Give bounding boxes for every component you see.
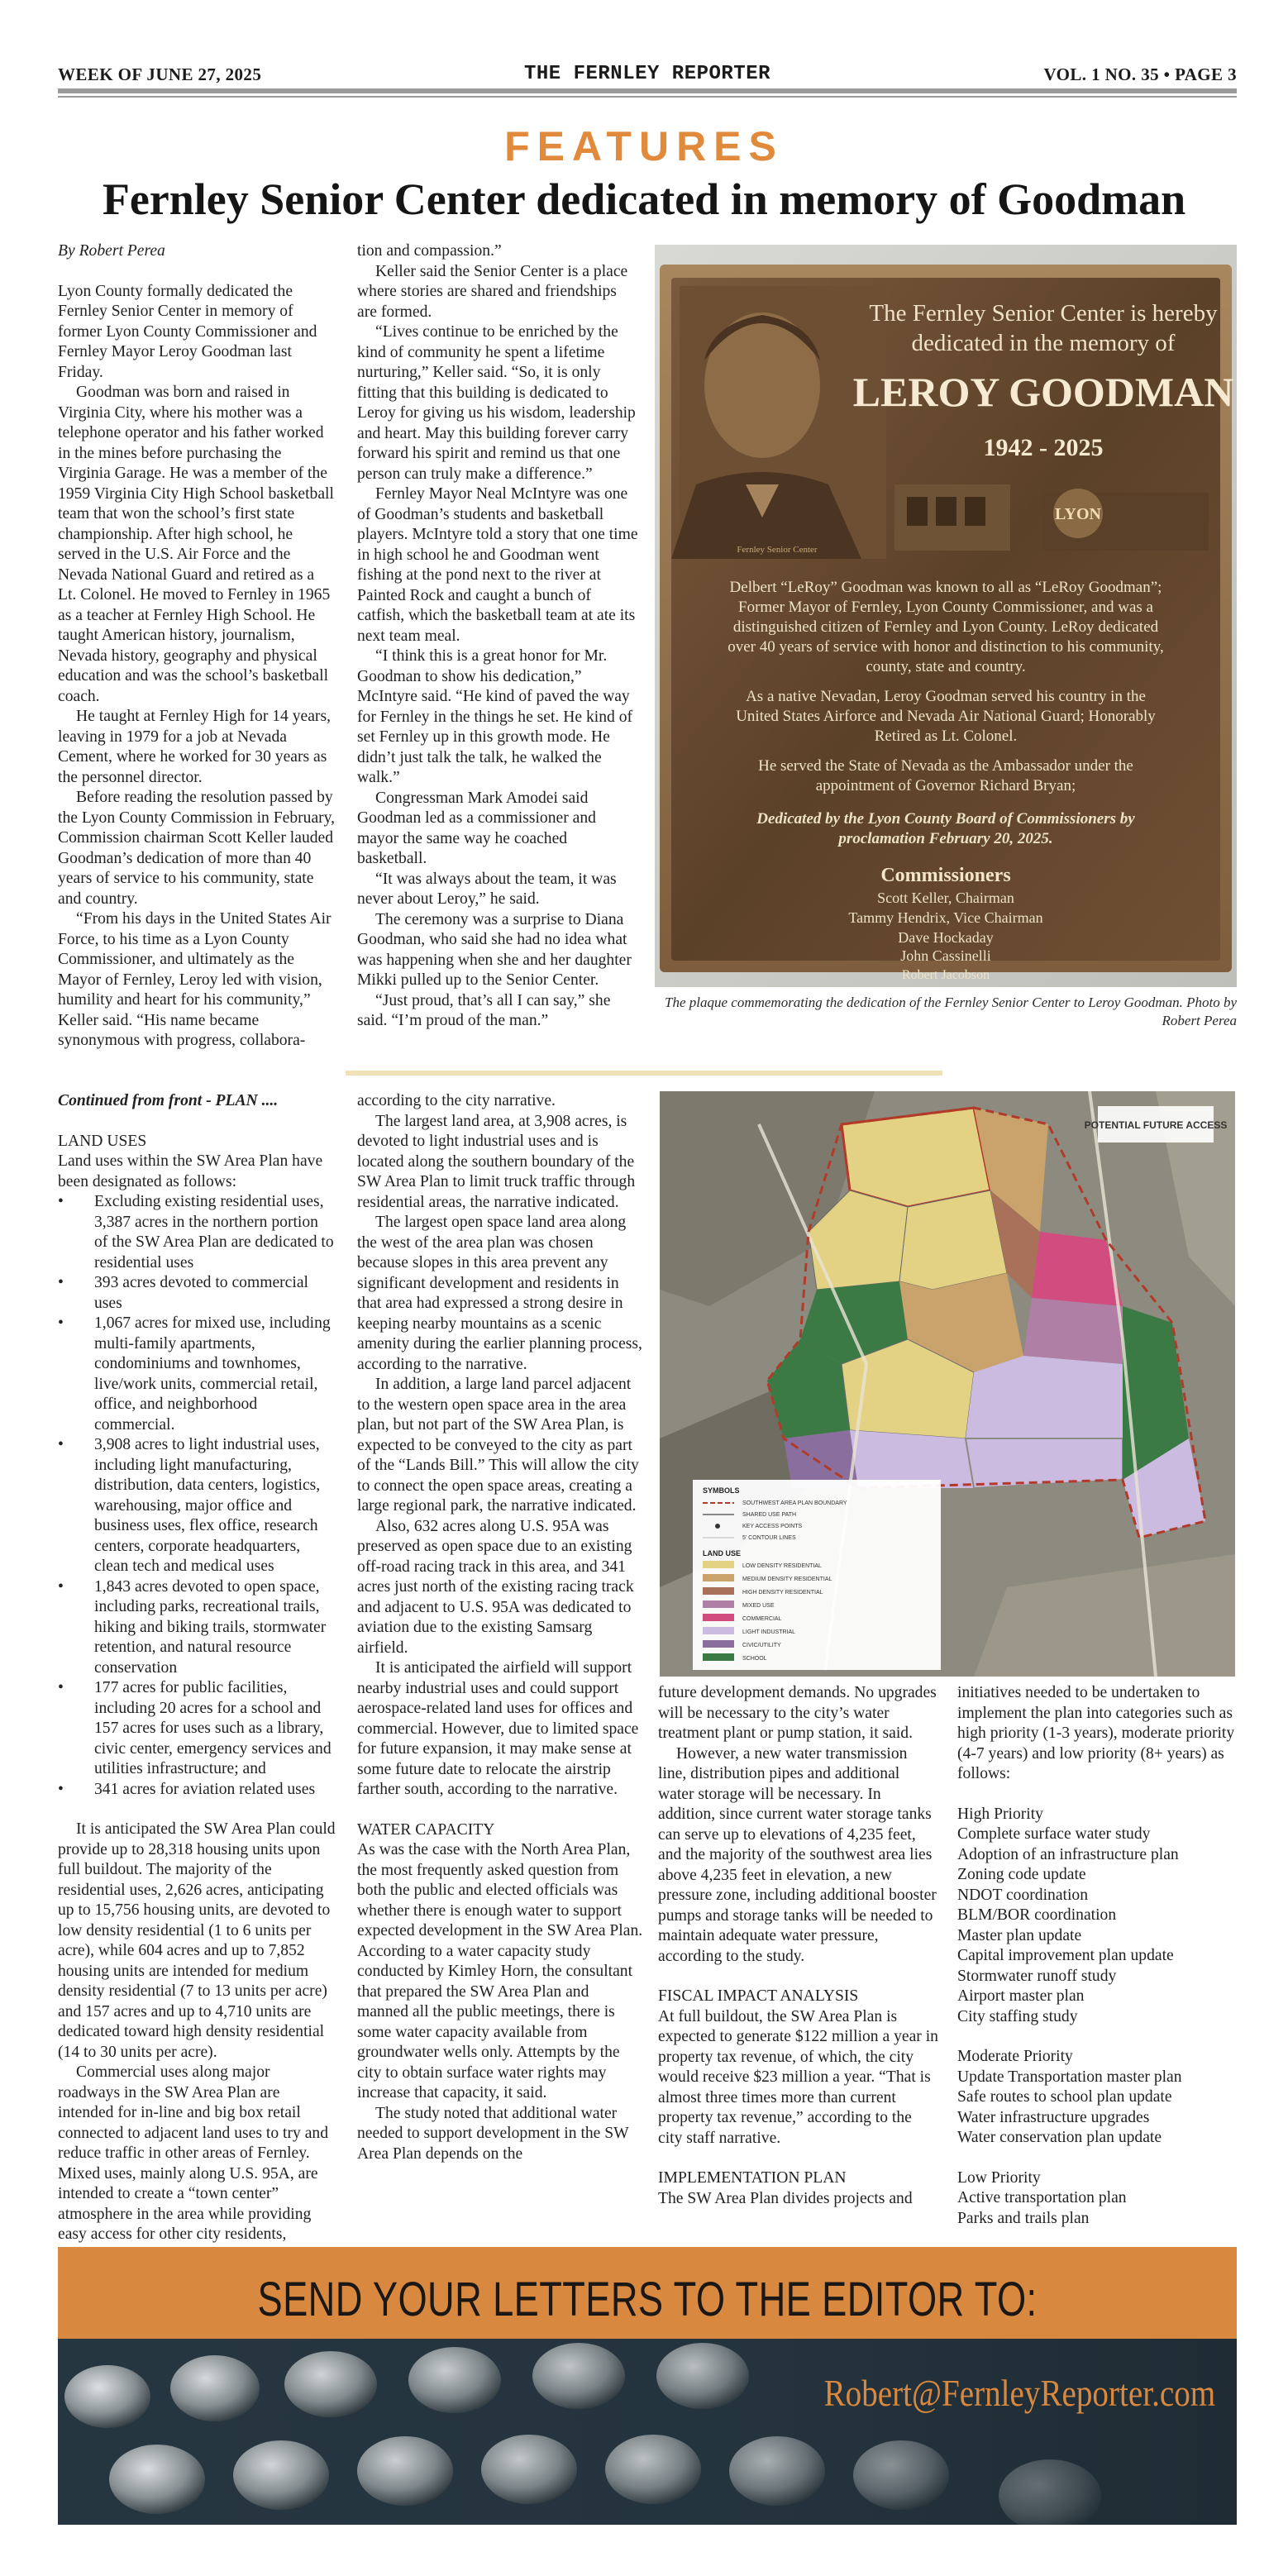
paragraph: Fernley Mayor Neal McIntyre was one of Goodman’s students and basketball players. McIntyre told a story that one time in high school he and Goodman went fishing at the pond next to the river at Painted Rock and caught a bunch of catfish, which the basketball team at ate its next team meal. <box>357 485 638 645</box>
land-use-map <box>660 1091 1235 1677</box>
article1-column-1 <box>58 241 336 1052</box>
paragraph: Before reading the resolution passed by the Lyon County Commission in February, Commission chairman Scott Keller lauded Goodman’s dedication of more than 40 years of service to his community, state and country. <box>58 789 336 908</box>
plaque-line: Delbert “LeRoy” Goodman was known to all as “LeRoy Goodman”; <box>729 579 1162 596</box>
list-item: Parks and trails plan <box>957 2209 1090 2227</box>
list-item: Zoning code update <box>957 1866 1086 1883</box>
article1-column-2 <box>357 241 640 1032</box>
article2-column-2 <box>357 1091 643 2164</box>
plaque-line: over 40 years of service with honor and distinction to his community, <box>727 638 1164 656</box>
priority-heading: Low Priority <box>957 2168 1041 2187</box>
paragraph: future development demands. No upgrades will be necessary to the city’s water treatment plant or pump station, it said. <box>658 1684 937 1742</box>
plaque-line: Retired as Lt. Colonel. <box>874 727 1018 745</box>
legend-land-use-title: LAND USE <box>703 1549 742 1558</box>
legend-symbols-title: SYMBOLS <box>703 1486 740 1495</box>
list-item: Water conservation plan update <box>957 2129 1162 2146</box>
editor-email: Robert@FernleyReporter.com <box>823 2372 1215 2414</box>
legend-land-use: LOW DENSITY RESIDENTIAL <box>742 1563 822 1569</box>
section-title: FEATURES <box>504 123 784 169</box>
list-item: Airport master plan <box>957 1987 1085 2005</box>
byline: By Robert Perea <box>58 242 165 260</box>
paragraph: Also, 632 acres along U.S. 95A was preserved as open space due to an existing off-road racing track in this area, and 341 acres just north of the existing racing track and adjacent to U.S. 95A was dedicated to aviation due to the existing Samsarg airfield. <box>357 1517 634 1657</box>
list-item: Active transportation plan <box>957 2189 1127 2206</box>
article2-column-4 <box>957 1683 1238 2229</box>
plaque-line: county, state and country. <box>866 658 1026 675</box>
paragraph: Keller said the Senior Center is a place where stories are shared and friendships are formed. <box>357 262 628 321</box>
paragraph: The ceremony was a surprise to Diana Goodman, who said she had no idea what was happening when she and her daughter Mikki pulled up to the Senior Center. <box>357 910 632 989</box>
plaque-line: As a native Nevadan, Leroy Goodman served his country in the <box>746 688 1146 705</box>
paragraph: Congressman Mark Amodei said Goodman led as a commissioner and mayor the same way he coached basketball. <box>357 789 596 867</box>
paragraph: In addition, a large land parcel adjacent to the western open space area in the area plan, but not part of the SW Area Plan, is expected to be conveyed to the city as part of the “Lands Bill.” This will allow the city to connect the open space areas, creating a large regional park, the narrative indicated. <box>357 1376 639 1515</box>
paragraph: At full buildout, the SW Area Plan is expected to generate $122 million a year in property tax revenue, of which, the city would receive $23 million a year. “That is almost three times more than current property tax revenue,” according to the city staff narrative. <box>658 2007 938 2147</box>
issue-week: WEEK OF JUNE 27, 2025 <box>58 64 262 84</box>
paragraph: “I think this is a great honor for Mr. Goodman to show his dedication,” McIntyre said. “He kind of paved the way for Fernley in the things he set. He kind of set Fernley up in this growth mode. He didn’t just talk the talk, he walked the walk.” <box>357 647 633 786</box>
paragraph: initiatives needed to be undertaken to implement the plan into categories such as high priority (1-3 years), moderate priority (4-7 years) and low priority (8+ years) as follows: <box>957 1684 1235 1782</box>
paragraph: The largest land area, at 3,908 acres, is devoted to light industrial uses and is located along the southern boundary of the SW Area Plan to limit truck traffic through residential areas, the narrative indicated. <box>357 1112 636 1211</box>
plaque-line: United States Airforce and Nevada Air National Guard; Honorably <box>736 708 1156 725</box>
legend-land-use: MIXED USE <box>742 1603 775 1609</box>
paragraph: “Lives continue to be enriched by the kind of community he spent a lifetime nurturing,” Keller said. “So, it is only fitting that this building is dedicated to Leroy for giving us his wisdom, leadership and heart. May this building forever carry forward his spirit and remind us that one person can truly make a difference.” <box>357 323 636 483</box>
list-item: Safe routes to school plan update <box>957 2088 1172 2106</box>
header-rule-thin <box>58 96 1237 98</box>
photo-caption: The plaque commemorating the dedication of the Fernley Senior Center to Leroy Goodman. Photo by Robert Perea <box>665 995 1237 1028</box>
plaque-years: 1942 - 2025 <box>983 434 1104 461</box>
paragraph: Land uses within the SW Area Plan have been designated as follows: <box>58 1152 323 1190</box>
article2-column-3 <box>658 1683 939 2209</box>
article2-column-1 <box>58 1091 336 2245</box>
plaque-line: appointment of Governor Richard Bryan; <box>815 777 1076 794</box>
plaque-line: Dedicated by the Lyon County Board of Commissioners by <box>756 810 1135 828</box>
list-item: • 1,843 acres devoted to open space, including parks, recreational trails, hiking and biking trails, stormwater retention, and natural resource conservation <box>58 1577 336 1679</box>
legend-land-use: LIGHT INDUSTRIAL <box>742 1629 796 1635</box>
legend-land-use: CIVIC/UTILITY <box>742 1643 781 1648</box>
paragraph: tion and compassion.” <box>357 242 502 260</box>
building-relief <box>894 484 1209 551</box>
legend-symbol: KEY ACCESS POINTS <box>742 1524 803 1529</box>
plaque-line: Former Mayor of Fernley, Lyon County Commissioner, and was a <box>738 599 1153 616</box>
plaque-commissioner: Robert Jacobson <box>901 968 990 982</box>
plaque-line: proclamation February 20, 2025. <box>838 830 1053 847</box>
list-item: Stormwater runoff study <box>957 1967 1117 1985</box>
list-item: BLM/BOR coordination <box>957 1906 1117 1924</box>
paragraph: The largest open space land area along the west of the area plan was chosen because slopes in this area prevent any significant development and residents in that area had expressed a strong desire in keeping nearby mountains as a scenic amenity during the earlier planning process, according to the narrative. <box>357 1214 642 1373</box>
plaque-commissioner: John Cassinelli <box>900 947 991 964</box>
map-corner-label: POTENTIAL FUTURE ACCESS <box>1084 1119 1228 1131</box>
plaque-photo <box>655 245 1237 987</box>
list-item: NDOT coordination <box>957 1886 1088 1904</box>
paragraph: It is anticipated the SW Area Plan could provide up to 28,318 housing units upon full buildout. The majority of the residential uses, 2,626 acres, anticipating up to 15,756 housing units, are devoted to low density residential (1 to 6 units per acre), while 604 acres and up to 7,852 housing units are intended for medium density residential (7 to 13 units per acre) and 157 acres and up to 4,710 units are dedicated toward high density residential (14 to 30 units per acre). <box>58 1820 336 2061</box>
letters-banner <box>58 2247 1237 2525</box>
paragraph: Commercial uses along major roadways in the SW Area Plan are intended for in-line and big box retail connected to adjacent land uses to try and reduce traffic in other areas of Fernley. Mixed uses, mainly along U.S. 95A, are intended to create a “town center” atmosphere in the area while providing easy access for other city residents, <box>58 2063 328 2243</box>
paragraph: The study noted that additional water needed to support development in the SW Area Plan depends on the <box>357 2104 629 2163</box>
subhead: WATER CAPACITY <box>357 1820 495 1839</box>
paragraph: Goodman was born and raised in Virginia City, where his mother was a telephone operator and his father worked in the mines before purchasing the Virginia Garage. He was a member of the 1959 Virginia City High School basketball team that won the school’s first state championship. After high school, he served in the U.S. Air Force and the Nevada National Guard and retired as a Lt. Colonel. He moved to Fernley in 1965 as a teacher at Fernley High School. He taught American history, journalism, Nevada history, geography and physical education and was the school’s basketball coach. <box>58 384 334 705</box>
subhead: LAND USES <box>58 1132 147 1150</box>
paragraph: He taught at Fernley High for 14 years, leaving in 1979 for a job at Nevada Cement, where he worked for 30 years as the personnel director. <box>58 708 331 786</box>
list-item: • Excluding existing residential uses, 3,387 acres in the northern portion of the SW Area Plan are dedicated to residential uses <box>58 1192 336 1273</box>
list-item: • 3,908 acres to light industrial uses, including light manufacturing, distribution, data centers, logistics, warehousing, major office and business uses, flex office, research centers, corporate headquarters, clean tech and medical uses <box>58 1435 336 1577</box>
banner-title: SEND YOUR LETTERS TO THE EDITOR TO: <box>257 2273 1038 2326</box>
paragraph: It is anticipated the airfield will support nearby industrial uses and could support aerospace-related land uses for offices and commercial. However, due to limited space for future expansion, it may make sense at some future date to relocate the airstrip farther south, according to the narrative. <box>357 1659 639 1798</box>
list-item: • 1,067 acres for mixed use, including multi-family apartments, condominiums and townhomes, live/work units, commercial retail, office, and neighborhood commercial. <box>58 1314 336 1435</box>
plaque-commissioner: Dave Hockaday <box>898 929 994 946</box>
portrait-relief <box>671 286 886 559</box>
paragraph: “From his days in the United States Air Force, to his time as a Lyon County Commissioner, and ultimately as the Mayor of Fernley, Leroy led with vision, humility and heart for his community,” Keller said. “His name became synonymous with progress, collabora- <box>58 910 332 1049</box>
paragraph: As was the case with the North Area Plan, the most frequently asked question from both the public and elected officials was whether there is enough water to support expected development in the SW Area Plan. According to a water capacity study conducted by Kimley Horn, the consultant that prepared the SW Area Plan and manned all the public meetings, there is some water capacity available from groundwater wells only. Attempts by the city to obtain surface water rights may increase that capacity, it said. <box>357 1841 643 2101</box>
legend-symbol: 5' CONTOUR LINES <box>742 1535 796 1541</box>
subhead: FISCAL IMPACT ANALYSIS <box>658 1987 859 2005</box>
seal-text: LYON <box>1055 505 1101 523</box>
paragraph: according to the city narrative. <box>357 1092 556 1109</box>
issue-number: VOL. 1 NO. 35 • PAGE 3 <box>1043 64 1237 84</box>
map-legend <box>693 1480 941 1670</box>
page-header <box>58 63 1237 88</box>
plaque-commissioner: Tammy Hendrix, Vice Chairman <box>848 909 1043 926</box>
list-item: Complete surface water study <box>957 1825 1151 1843</box>
plaque-commissioners-title: Commissioners <box>880 865 1011 886</box>
legend-land-use: MEDIUM DENSITY RESIDENTIAL <box>742 1577 832 1582</box>
legend-land-use: SCHOOL <box>742 1656 767 1662</box>
list-item: Capital improvement plan update <box>957 1947 1174 1964</box>
typewriter-image <box>58 2339 1237 2525</box>
paragraph: However, a new water transmission line, distribution pipes and additional water storage will be necessary. In addition, since current water storage tanks can serve up to elevations of 4,235 feet, and the majority of the southwest area lies above 4,235 feet in elevation, a new pressure zone, including additional booster pumps and storage tanks will be needed to maintain adequate water pressure, according to the study. <box>658 1744 937 1965</box>
legend-symbol: SOUTHWEST AREA PLAN BOUNDARY <box>742 1500 847 1506</box>
list-item: • 393 acres devoted to commercial uses <box>58 1273 336 1314</box>
priority-heading: High Priority <box>957 1805 1043 1823</box>
priority-heading: Moderate Priority <box>957 2048 1073 2065</box>
portrait-caption: Fernley Senior Center <box>737 545 818 555</box>
legend-land-use: HIGH DENSITY RESIDENTIAL <box>742 1590 823 1596</box>
plaque-commissioner: Scott Keller, Chairman <box>877 890 1014 906</box>
article-headline: Fernley Senior Center dedicated in memory of Goodman <box>102 174 1186 224</box>
newspaper-name: THE FERNLEY REPORTER <box>523 63 771 85</box>
plaque-line: He served the State of Nevada as the Ambassador under the <box>758 757 1133 775</box>
list-item: Water infrastructure upgrades <box>957 2108 1150 2126</box>
list-item: Update Transportation master plan <box>957 2068 1182 2086</box>
section-divider <box>346 1071 942 1076</box>
header-rule <box>58 88 1237 93</box>
paragraph: The SW Area Plan divides projects and <box>658 2189 913 2207</box>
paragraph: “Just proud, that’s all I can say,” she said. “I’m proud of the man.” <box>357 991 611 1029</box>
subhead: IMPLEMENTATION PLAN <box>658 2169 847 2187</box>
plaque-line: distinguished citizen of Fernley and Lyon County. LeRoy dedicated <box>732 618 1159 636</box>
plaque-name: LEROY GOODMAN <box>852 369 1234 415</box>
list-item: City staffing study <box>957 2007 1078 2025</box>
list-item: • 341 acres for aviation related uses <box>58 1780 336 1801</box>
paragraph: “It was always about the team, it was never about Leroy,” he said. <box>357 870 617 908</box>
legend-land-use: COMMERCIAL <box>742 1616 782 1622</box>
list-item: Master plan update <box>957 1926 1082 1944</box>
paragraph: Lyon County formally dedicated the Fernley Senior Center in memory of former Lyon County Commissioner and Fernley Mayor Leroy Goodman last Friday. <box>58 282 317 381</box>
list-item: Adoption of an infrastructure plan <box>957 1845 1179 1863</box>
land-use-list <box>58 1192 336 1800</box>
list-item: • 177 acres for public facilities, including 20 acres for a school and 157 acres for uses such as a library, civic center, emergency services and utilities infrastructure; and <box>58 1678 336 1780</box>
continued-line: Continued from front - PLAN .... <box>58 1092 279 1109</box>
plaque-heading-2: dedicated in the memory of <box>911 330 1176 356</box>
legend-symbol: SHARED USE PATH <box>742 1512 797 1518</box>
plaque-heading-1: The Fernley Senior Center is hereby <box>869 300 1218 327</box>
